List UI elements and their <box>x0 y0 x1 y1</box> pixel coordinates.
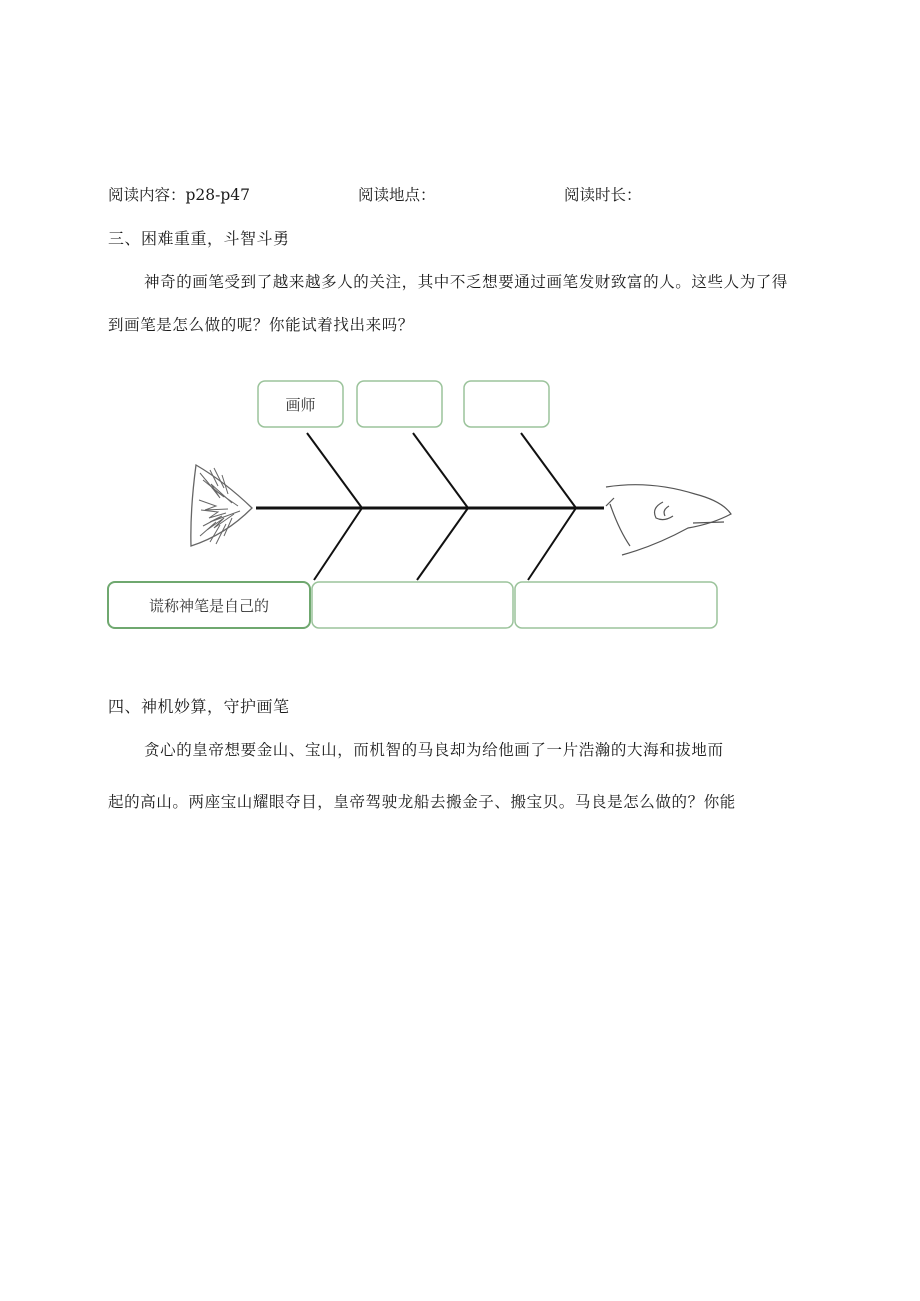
fishbone-lower-bone-1 <box>314 508 362 580</box>
fishbone-top-box-2[interactable] <box>357 381 442 427</box>
section3-paragraph-line2: 到画笔是怎么做的呢？你能试着找出来吗？ <box>108 316 414 334</box>
section3-paragraph-line1: 神奇的画笔受到了越来越多人的关注，其中不乏想要通过画笔发财致富的人。这些人为了得 <box>144 273 789 291</box>
fishbone-top-box-1[interactable] <box>258 381 343 427</box>
fishbone-bottom-box-2[interactable] <box>312 582 513 628</box>
fishbone-bottom-box-3[interactable] <box>515 582 717 628</box>
fishbone-diagram <box>0 360 920 660</box>
section3-heading: 三、困难重重，斗智斗勇 <box>108 229 290 248</box>
fishbone-bottom-box-1[interactable] <box>108 582 310 628</box>
fish-tail-icon <box>191 465 252 546</box>
section4-paragraph-line1: 贪心的皇帝想要金山、宝山，而机智的马良却为给他画了一片浩瀚的大海和拔地而 <box>144 741 724 759</box>
fishbone-lower-bone-3 <box>528 508 576 580</box>
fishbone-upper-bone-2 <box>413 433 468 508</box>
section4-paragraph-line2: 起的高山。两座宝山耀眼夺目，皇帝驾驶龙船去搬金子、搬宝贝。马良是怎么做的？你能 <box>108 793 736 811</box>
fishbone-bottom-box-1-text: 谎称神笔是自己的 <box>148 597 270 615</box>
reading-place-label: 阅读地点： <box>358 186 436 204</box>
fishbone-lower-bone-2 <box>417 508 468 580</box>
fishbone-top-box-1-text: 画师 <box>285 396 316 414</box>
reading-content-label: 阅读内容：p28-p47 <box>108 186 251 204</box>
section4-heading: 四、神机妙算，守护画笔 <box>108 697 290 716</box>
fishbone-upper-bone-3 <box>521 433 576 508</box>
reading-duration-label: 阅读时长： <box>564 186 642 204</box>
fish-head-icon <box>606 485 731 555</box>
fishbone-top-box-3[interactable] <box>464 381 549 427</box>
fishbone-upper-bone-1 <box>307 433 362 508</box>
